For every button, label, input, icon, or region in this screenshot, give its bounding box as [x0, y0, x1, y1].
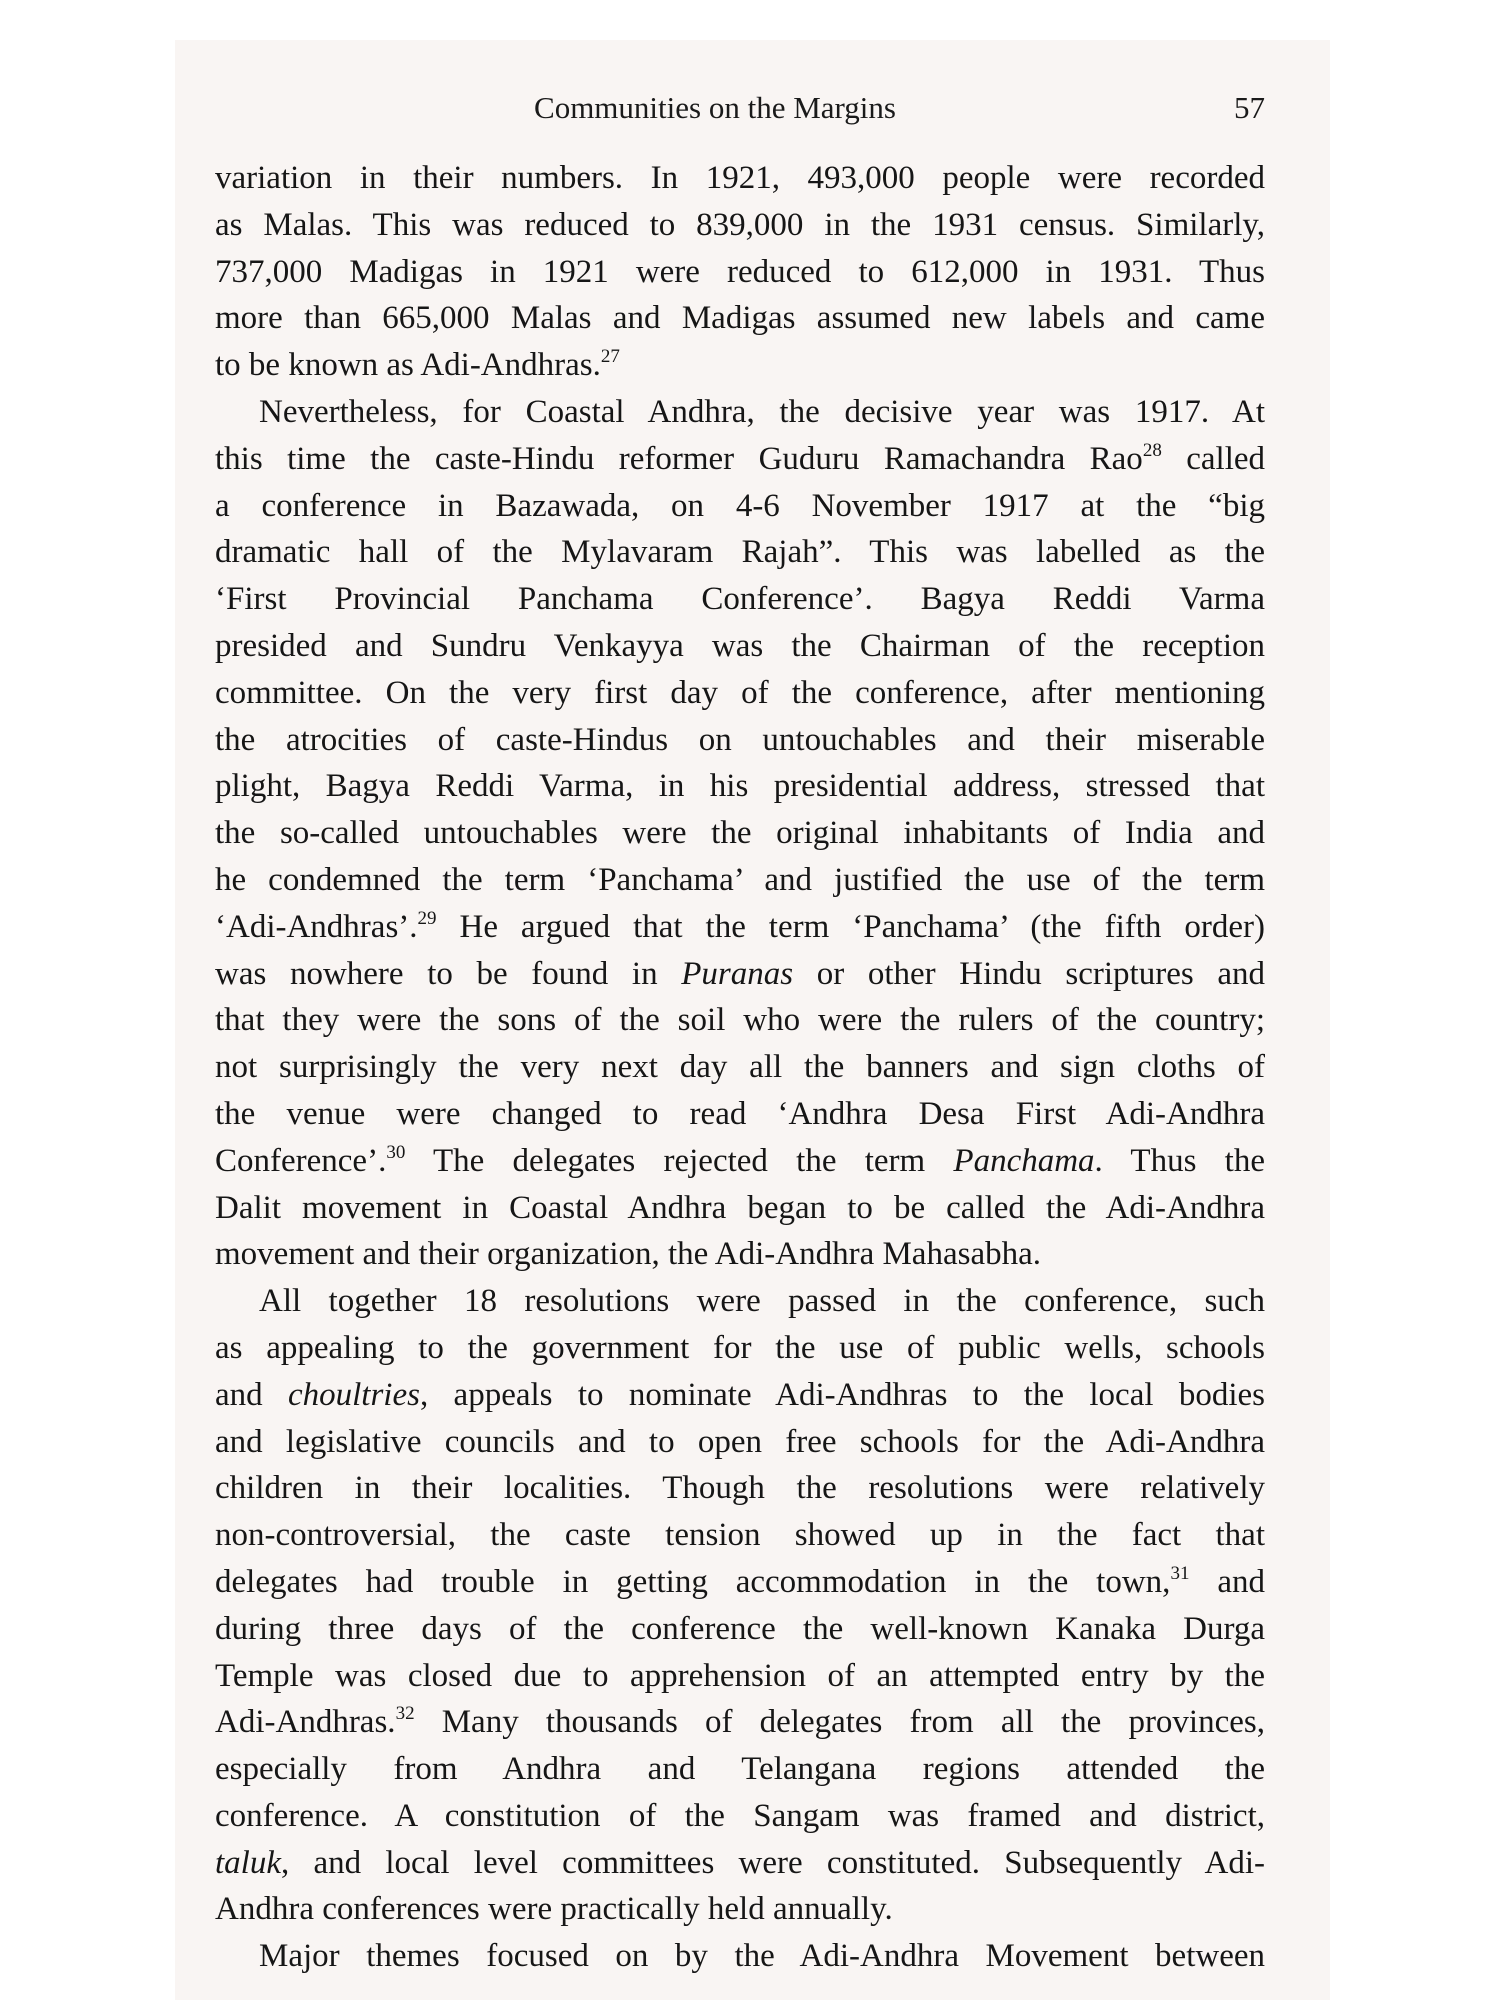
text-segment: the so-called untouchables were the original inhabitants of India and — [215, 815, 1265, 852]
text-line — [215, 1325, 1265, 1372]
text-segment: and — [1189, 1563, 1265, 1600]
text-line — [215, 951, 1265, 998]
text-line — [215, 1933, 1265, 1980]
text-segment: more than 665,000 Malas and Madigas assumed new labels and came — [215, 300, 1265, 337]
text-segment: this time the caste-Hindu reformer Guduru Ramachandra Rao — [215, 440, 1143, 477]
text-segment: he condemned the term ‘Panchama’ and justified the use of the term — [215, 861, 1265, 898]
text-segment: and — [215, 1376, 288, 1413]
text-line — [215, 1138, 1265, 1185]
text-line — [215, 623, 1265, 670]
footnote-ref: 28 — [1142, 439, 1162, 461]
footnote-ref: 30 — [386, 1141, 406, 1163]
text-line — [215, 1044, 1265, 1091]
text-line — [215, 1091, 1265, 1138]
text-line — [215, 1653, 1265, 1700]
text-line — [215, 389, 1265, 436]
text-segment: Major themes focused on by the Adi-Andhra Movement between — [259, 1938, 1265, 1975]
footnote-ref: 32 — [395, 1703, 415, 1725]
text-line — [215, 1699, 1265, 1746]
text-line — [215, 1185, 1265, 1232]
text-segment: not surprisingly the very next day all the banners and sign cloths of — [215, 1049, 1265, 1086]
page-number: 57 — [1234, 90, 1265, 125]
footnote-ref: 27 — [600, 346, 620, 368]
text-line — [215, 997, 1265, 1044]
text-line — [215, 1278, 1265, 1325]
text-line — [215, 670, 1265, 717]
text-segment: movement and their organization, the Adi-Andhra Mahasabha. — [215, 1236, 1041, 1273]
text-line — [215, 1465, 1265, 1512]
text-segment: . Thus the — [1094, 1142, 1265, 1179]
text-line — [215, 763, 1265, 810]
running-title: Communities on the Margins — [534, 90, 896, 125]
text-segment: Adi-Andhras. — [215, 1704, 396, 1741]
text-line — [215, 1231, 1265, 1278]
text-line — [215, 249, 1265, 296]
text-line — [215, 1886, 1265, 1933]
text-line — [215, 576, 1265, 623]
text-segment: especially from Andhra and Telangana regions attended the — [215, 1751, 1265, 1788]
text-segment: and legislative councils and to open free schools for the Adi-Andhra — [215, 1423, 1265, 1460]
text-segment: Temple was closed due to apprehension of an attempted entry by the — [215, 1657, 1265, 1694]
text-segment: a conference in Bazawada, on 4-6 November 1917 at the “big — [215, 487, 1265, 524]
text-line — [215, 717, 1265, 764]
text-line — [215, 1559, 1265, 1606]
text-line — [215, 342, 1265, 389]
text-segment: presided and Sundru Venkayya was the Chairman of the reception — [215, 627, 1265, 664]
text-line — [215, 810, 1265, 857]
text-segment: to be known as Adi-Andhras. — [215, 347, 601, 384]
text-line — [215, 1746, 1265, 1793]
text-segment: dramatic hall of the Mylavaram Rajah”. This was labelled as the — [215, 534, 1265, 571]
text-segment: was nowhere to be found in — [215, 955, 682, 992]
text-line — [215, 1793, 1265, 1840]
text-segment: as appealing to the government for the use of public wells, schools — [215, 1329, 1265, 1366]
italic-term: Panchama — [953, 1142, 1095, 1179]
text-segment: children in their localities. Though the resolutions were relatively — [215, 1470, 1265, 1507]
text-line — [215, 904, 1265, 951]
text-segment: Many thousands of delegates from all the provinces, — [414, 1704, 1265, 1741]
text-line — [215, 857, 1265, 904]
text-segment: the venue were changed to read ‘Andhra Desa First Adi-Andhra — [215, 1095, 1265, 1132]
text-line — [215, 202, 1265, 249]
text-line — [215, 295, 1265, 342]
text-line — [215, 1840, 1265, 1887]
text-line — [215, 436, 1265, 483]
text-line — [215, 483, 1265, 530]
text-segment: that they were the sons of the soil who were the rulers of the country; — [215, 1002, 1265, 1039]
footnote-ref: 29 — [417, 907, 437, 929]
text-segment: All together 18 resolutions were passed in the conference, such — [259, 1283, 1265, 1320]
text-segment: during three days of the conference the well-known Kanaka Durga — [215, 1610, 1265, 1647]
text-segment: Conference’. — [215, 1142, 387, 1179]
italic-term: Puranas — [681, 955, 794, 992]
italic-term: choultries — [287, 1376, 420, 1413]
body-text — [215, 155, 1265, 1980]
text-segment: the atrocities of caste-Hindus on untouchables and their miserable — [215, 721, 1265, 758]
text-segment: ‘Adi-Andhras’. — [215, 908, 418, 945]
text-segment: as Malas. This was reduced to 839,000 in the 1931 census. Similarly, — [215, 206, 1265, 243]
text-segment: Andhra conferences were practically held annually. — [215, 1891, 893, 1928]
text-segment: variation in their numbers. In 1921, 493,000 people were recorded — [215, 160, 1265, 196]
text-segment: conference. A constitution of the Sangam was framed and district, — [215, 1797, 1265, 1834]
text-line — [215, 1372, 1265, 1419]
text-line — [215, 1419, 1265, 1466]
text-line — [215, 155, 1265, 202]
text-segment: The delegates rejected the term — [405, 1142, 954, 1179]
text-segment: plight, Bagya Reddi Varma, in his presidential address, stressed that — [215, 768, 1265, 805]
text-segment: Dalit movement in Coastal Andhra began to be called the Adi-Andhra — [215, 1189, 1265, 1226]
text-line — [215, 529, 1265, 576]
text-segment: Nevertheless, for Coastal Andhra, the decisive year was 1917. At — [259, 393, 1265, 430]
book-page — [175, 40, 1330, 2000]
text-segment: non-controversial, the caste tension showed up in the fact that — [215, 1517, 1265, 1554]
text-segment: delegates had trouble in getting accommodation in the town, — [215, 1563, 1171, 1600]
text-segment: committee. On the very first day of the conference, after mentioning — [215, 674, 1265, 711]
text-segment: called — [1161, 440, 1266, 477]
text-segment: 737,000 Madigas in 1921 were reduced to 612,000 in 1931. Thus — [215, 253, 1265, 290]
text-segment: He argued that the term ‘Panchama’ (the fifth order) — [436, 908, 1265, 945]
text-segment: , appeals to nominate Adi-Andhras to the local bodies — [419, 1376, 1266, 1413]
text-segment: , and local level committees were constituted. Subsequently Adi- — [280, 1844, 1265, 1881]
text-segment: or other Hindu scriptures and — [793, 955, 1265, 992]
running-header — [215, 90, 1265, 130]
text-line — [215, 1512, 1265, 1559]
text-segment: ‘First Provincial Panchama Conference’. Bagya Reddi Varma — [215, 581, 1265, 618]
text-line — [215, 1606, 1265, 1653]
italic-term: taluk — [215, 1844, 281, 1881]
footnote-ref: 31 — [1170, 1562, 1190, 1584]
